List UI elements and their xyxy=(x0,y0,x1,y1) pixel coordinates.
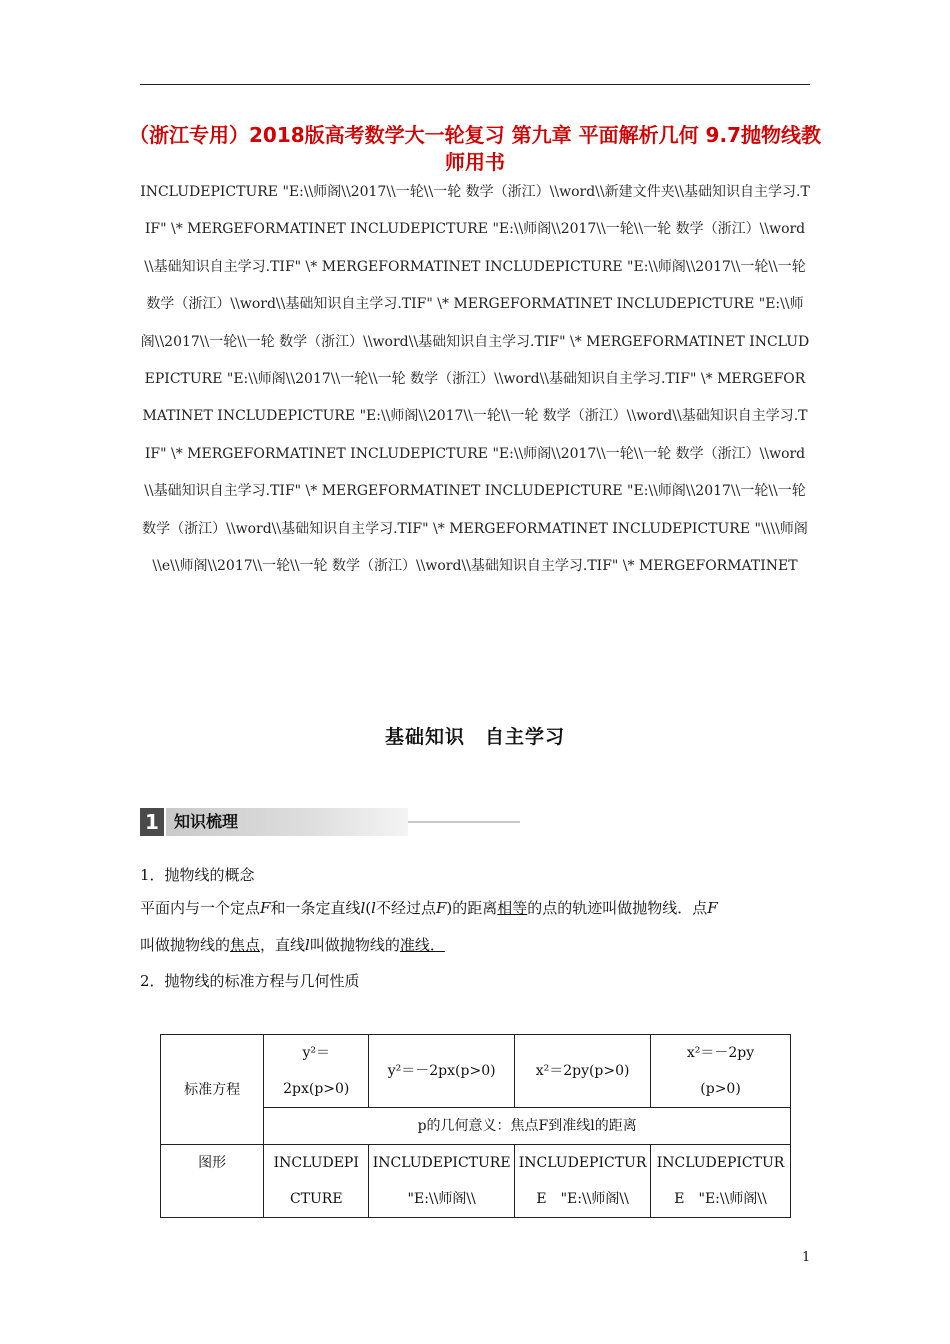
page-number: 1 xyxy=(802,1250,811,1265)
field-code-text: INCLUDEPICTURE "E:\\师阁\\2017\\一轮\\一轮 数学（浙江）\\word\\新建文件夹\\基础知识自主学习.TIF" \* MERGEFORMATINET INCLUDEPICTURE "E:\\师阁\\2017\\一轮\\一轮 数学（浙江）\\word\\基础知识自主学习.TIF" \* MERGEFORMATINET INCLUDEPICTURE "E:\\师阁\\2017\\一轮\\一轮 数学（浙江）\\word\\基础知识自主学习.TIF" \* MERGEFORMATINET INCLUDEPICTURE "E:\\师阁\\2017\\一轮\\一轮 数学（浙江）\\word\\基础知识自主学习.TIF" \* MERGEFORMATINET INCLUDEPICTURE "E:\\师阁\\2017\\一轮\\一轮 数学（浙江）\\word\\基础知识自主学习.TIF" \* MERGEFORMATINET INCLUDEPICTURE "E:\\师阁\\2017\\一轮\\一轮 数学（浙江）\\word\\基础知识自主学习.TIF" \* MERGEFORMATINET INCLUDEPICTURE "E:\\师阁\\2017\\一轮\\一轮 数学（浙江）\\word\\基础知识自主学习.TIF" \* MERGEFORMATINET INCLUDEPICTURE "E:\\师阁\\2017\\一轮\\一轮 数学（浙江）\\word\\基础知识自主学习.TIF" \* MERGEFORMATINET INCLUDEPICTURE "\\\\师阁\\e\\师阁\\2017\\一轮\\一轮 数学（浙江）\\word\\基础知识自主学习.TIF" \* MERGEFORMATINET xyxy=(140,184,810,575)
knowledge-banner xyxy=(140,808,520,836)
definition-line-1 xyxy=(140,897,820,919)
row-label-figure: 图形 xyxy=(161,1145,264,1218)
underlined-directrix: 准线． xyxy=(399,936,445,954)
def-text: 不经过点 xyxy=(375,899,436,917)
banner-label: 知识梳理 xyxy=(166,808,408,836)
figure-cell xyxy=(651,1145,791,1218)
figure-cell xyxy=(369,1145,515,1218)
equation-cell: y²＝－2px(p>0) xyxy=(369,1035,515,1108)
item2-heading: 2．抛物线的标准方程与几何性质 xyxy=(140,972,360,990)
banner-number: 1 xyxy=(140,808,164,836)
table-row xyxy=(161,1145,791,1218)
def-text: 平面内与一个定点 xyxy=(140,899,261,917)
def-text: 叫做抛物线的 xyxy=(309,936,400,954)
document-title: （浙江专用）2018版高考数学大一轮复习 第九章 平面解析几何 9.7抛物线教师用书 xyxy=(129,123,821,174)
figure-placeholder-text: E "E:\\师阁\\ xyxy=(536,1191,629,1207)
table-row xyxy=(161,1035,791,1108)
def-text: ，直线 xyxy=(260,936,306,954)
equation-text: (p>0) xyxy=(700,1081,741,1097)
figure-placeholder-text: CTURE xyxy=(289,1191,343,1207)
var-l: l xyxy=(371,899,376,917)
var-f: F xyxy=(435,899,447,917)
var-l: l xyxy=(305,936,310,954)
equation-text: y²＝ xyxy=(302,1045,331,1061)
equation-cell xyxy=(264,1035,369,1108)
definition-line-2 xyxy=(140,934,820,956)
var-l: l xyxy=(360,899,366,917)
def-text: 和一条定直线 xyxy=(270,899,361,917)
equation-text: x²＝－2py xyxy=(686,1045,755,1061)
section-heading: 基础知识 自主学习 xyxy=(384,726,565,748)
figure-cell xyxy=(264,1145,369,1218)
figure-placeholder-text: "E:\\师阁\\ xyxy=(407,1191,476,1207)
item1-heading: 1．抛物线的概念 xyxy=(140,866,255,884)
var-f: F xyxy=(260,899,271,917)
banner-divider xyxy=(408,821,520,823)
equation-cell xyxy=(651,1035,791,1108)
def-text: ( xyxy=(365,899,372,917)
figure-placeholder-text: INCLUDEPICTUR xyxy=(518,1155,647,1171)
figure-placeholder-text: E "E:\\师阁\\ xyxy=(674,1191,767,1207)
figure-placeholder-text: INCLUDEPICTURE xyxy=(372,1155,511,1171)
def-text: 叫做抛物线的 xyxy=(140,936,231,954)
properties-table xyxy=(160,1034,791,1218)
equation-text: 2px(p>0) xyxy=(283,1081,350,1097)
row-label-equation: 标准方程 xyxy=(161,1035,264,1145)
equation-cell: x²＝2py(p>0) xyxy=(515,1035,651,1108)
p-meaning-cell: p的几何意义：焦点F到准线l的距离 xyxy=(264,1108,791,1145)
def-text: 的点的轨迹叫做抛物线．点 xyxy=(527,899,708,917)
figure-placeholder-text: INCLUDEPI xyxy=(273,1155,359,1171)
figure-cell xyxy=(515,1145,651,1218)
header-rule xyxy=(140,84,810,85)
var-f: F xyxy=(707,899,718,917)
underlined-focus: 焦点 xyxy=(230,936,261,954)
figure-placeholder-text: INCLUDEPICTUR xyxy=(656,1155,785,1171)
def-text: )的距离 xyxy=(446,899,498,917)
underlined-equal: 相等 xyxy=(497,899,528,917)
